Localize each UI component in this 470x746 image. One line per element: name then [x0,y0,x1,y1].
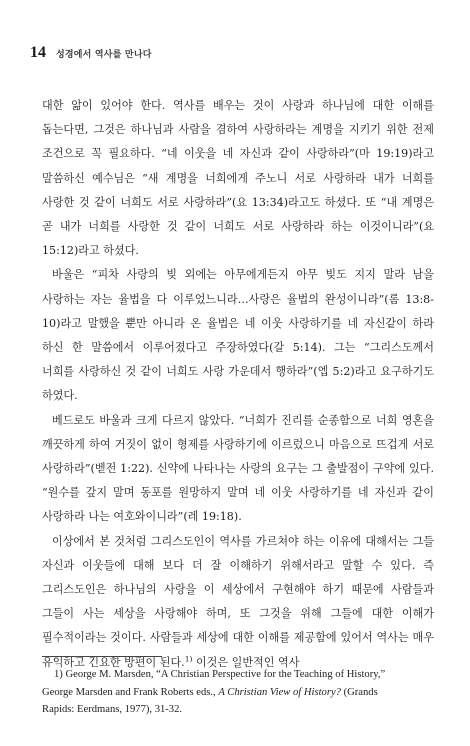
footnote-line-2 [42,684,434,702]
body-text [42,94,434,675]
footnote-book-title: A Christian View of History? [218,686,341,698]
paragraph-1 [42,94,434,263]
paragraph-text: 대한 앎이 있어야 한다. 역사를 배우는 것이 사랑과 하나님에 대한 이해를 돕는다면, 그것은 하나님과 사람을 겸하여 사랑하라는 계명을 지키기 위한 전제 조건으로 꼭 필요하다. “네 이웃을 네 자신과 같이 사랑하라”(마 19:19)라고 말씀하신 예수님은 “새 계명을 너희에게 주노니 서로 사랑하라 내가 너희를 사랑한 것 같이 너희도 서로 사랑하라”(요 13:34)라고도 하셨다. 또 “내 계명은 곧 내가 너희를 사랑한 것 같이 너희도 서로 사랑하라 하는 이것이니라”(요 15:12)라고 하셨다. [42,99,435,258]
running-title: 성경에서 역사를 만나다 [56,50,152,60]
footnote-divider [42,656,162,657]
paragraph-text-tail: 이것은 일반적인 역사 [192,655,300,669]
page-number: 14 [30,44,46,61]
footnote-reference[interactable]: 1) [184,653,193,663]
paragraph-4 [42,530,434,675]
paragraph-2 [42,263,434,408]
footnote-publisher-city: (Grands [340,686,378,698]
footnote-line-3: Rapids: Eerdmans, 1977), 31-32. [42,704,183,715]
paragraph-text: 베드로도 바울과 크게 다르지 않았다. “너희가 진리를 순종함으로 너희 영혼을 깨끗하게 하여 거짓이 없이 형제를 사랑하기에 이르렀으니 마음으로 뜨겁게 서로 사랑하라”(벧전 1:22). 신약에 나타나는 사랑의 요구는 그 출발점이 구약에 있다. “원수를 갚지 말며 동포를 원망하지 말며 네 이웃 사랑하기를 네 자신과 같이 사랑하라 나는 여호와이니라”(레 19:18). [42,413,434,524]
footnote [42,666,434,719]
paragraph-3 [42,409,434,530]
footnote-editors: George Marsden and Frank Roberts eds., [42,686,219,698]
footnote-line-1: 1) George M. Marsden, “A Christian Perspective for the Teaching of History,” [54,669,386,680]
paragraph-text: 이상에서 본 것처럼 그리스도인이 역사를 가르쳐야 하는 이유에 대해서는 그들 자신과 이웃들에 대해 보다 더 잘 이해하기 위해서라고 말할 수 있다. 즉 그리스도인은 하나님의 사랑을 이 세상에서 구현해야 하기 때문에 사람들과 그들이 사는 세상을 사랑해야 하며, 또 그것을 위해 그들에 대한 이해가 필수적이라는 것이다. 사람들과 세상에 대한 이해를 제공함에 있어서 역사는 매우 유익하고 긴요한 방편이 된다. [42,534,434,669]
paragraph-text: 바울은 “피차 사랑의 빚 외에는 아무에게든지 아무 빚도 지지 말라 남을 사랑하는 자는 율법을 다 이루었느니라…사랑은 율법의 완성이니라”(롬 13:8-10)라고 말했을 뿐만 아니라 온 율법은 네 이웃 사랑하기를 네 자신같이 하라 하신 한 말씀에서 이루어졌다고 주장하였다(갈 5:14). 그는 “그리스도께서 너희를 사랑하신 것 같이 너희도 사랑 가운데서 행하라”(엡 5:2)라고 요구하기도 하였다. [42,268,434,403]
running-head [30,44,152,62]
